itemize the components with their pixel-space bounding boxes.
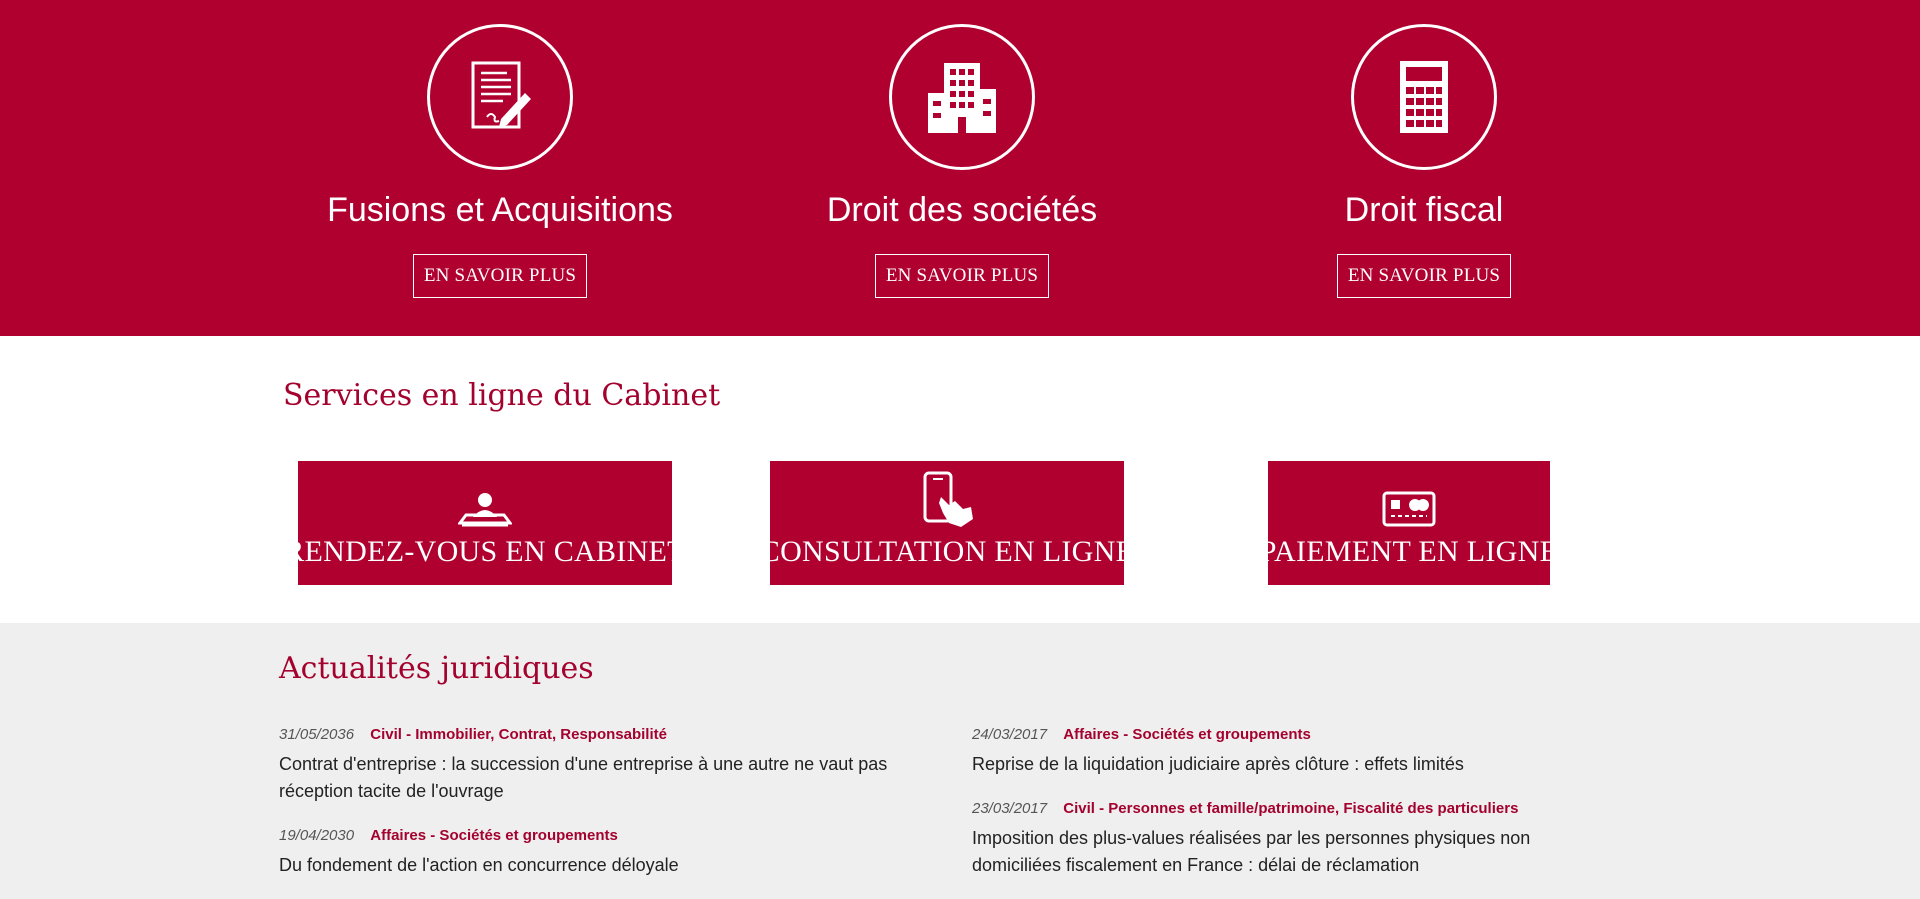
news-date: 23/03/2017 — [972, 800, 1048, 817]
service-label: CONSULTATION EN LIGNE — [759, 535, 1135, 568]
practice-title: Fusions et Acquisitions — [327, 191, 673, 229]
practice-icon-circle — [1351, 24, 1497, 170]
practice-title: Droit des sociétés — [826, 191, 1098, 229]
credit-card-icon — [1382, 491, 1436, 527]
appointment-button[interactable] — [284, 461, 686, 585]
practice-areas-band — [0, 0, 1920, 336]
practice-card-societes — [752, 0, 1172, 298]
news-section-title: Actualités juridiques — [279, 651, 594, 686]
office-buildings-icon — [924, 59, 1000, 135]
news-item — [279, 725, 919, 805]
news-category-link[interactable]: Affaires - Sociétés et groupements — [1063, 726, 1311, 743]
news-date: 19/04/2030 — [279, 827, 355, 844]
news-meta — [279, 826, 919, 846]
news-headline-link[interactable]: Contrat d'entreprise : la succession d'une entreprise à une autre ne vaut pas réception tacite de l'ouvrage — [279, 754, 888, 801]
practice-card-fusions — [290, 0, 710, 298]
news-category-link[interactable]: Affaires - Sociétés et groupements — [370, 827, 618, 844]
learn-more-button[interactable]: EN SAVOIR PLUS — [413, 254, 587, 298]
service-label: PAIEMENT EN LIGNE — [1259, 535, 1559, 568]
news-headline-link[interactable]: Imposition des plus-values réalisées par les personnes physiques non domiciliées fiscalement en France : délai de réclamation — [972, 828, 1531, 875]
practice-title: Droit fiscal — [1344, 191, 1504, 229]
news-meta — [279, 725, 919, 745]
news-item — [972, 725, 1612, 778]
news-item — [279, 826, 919, 879]
news-headline-link[interactable]: Reprise de la liquidation judiciaire après clôture : effets limités — [972, 754, 1464, 774]
calculator-icon — [1396, 59, 1452, 135]
phone-touch-icon — [919, 471, 975, 527]
practice-icon-circle — [889, 24, 1035, 170]
news-date: 31/05/2036 — [279, 726, 355, 743]
practice-card-fiscal — [1214, 0, 1634, 298]
news-meta — [972, 725, 1612, 745]
news-category-link[interactable]: Civil - Personnes et famille/patrimoine, Fiscalité des particuliers — [1063, 800, 1519, 817]
services-section-title: Services en ligne du Cabinet — [283, 378, 721, 413]
contract-signing-icon — [465, 57, 535, 137]
service-label: RENDEZ-VOUS EN CABINET — [284, 535, 686, 568]
learn-more-button[interactable]: EN SAVOIR PLUS — [875, 254, 1049, 298]
practice-icon-circle — [427, 24, 573, 170]
online-consultation-button[interactable] — [759, 461, 1135, 585]
legal-news-section — [0, 623, 1920, 899]
meeting-desk-icon — [458, 491, 512, 527]
news-headline-link[interactable]: Du fondement de l'action en concurrence déloyale — [279, 855, 679, 875]
news-category-link[interactable]: Civil - Immobilier, Contrat, Responsabilité — [370, 726, 667, 743]
news-item — [972, 799, 1612, 879]
news-date: 24/03/2017 — [972, 726, 1048, 743]
online-payment-button[interactable] — [1259, 461, 1559, 585]
learn-more-button[interactable]: EN SAVOIR PLUS — [1337, 254, 1511, 298]
news-meta — [972, 799, 1612, 819]
